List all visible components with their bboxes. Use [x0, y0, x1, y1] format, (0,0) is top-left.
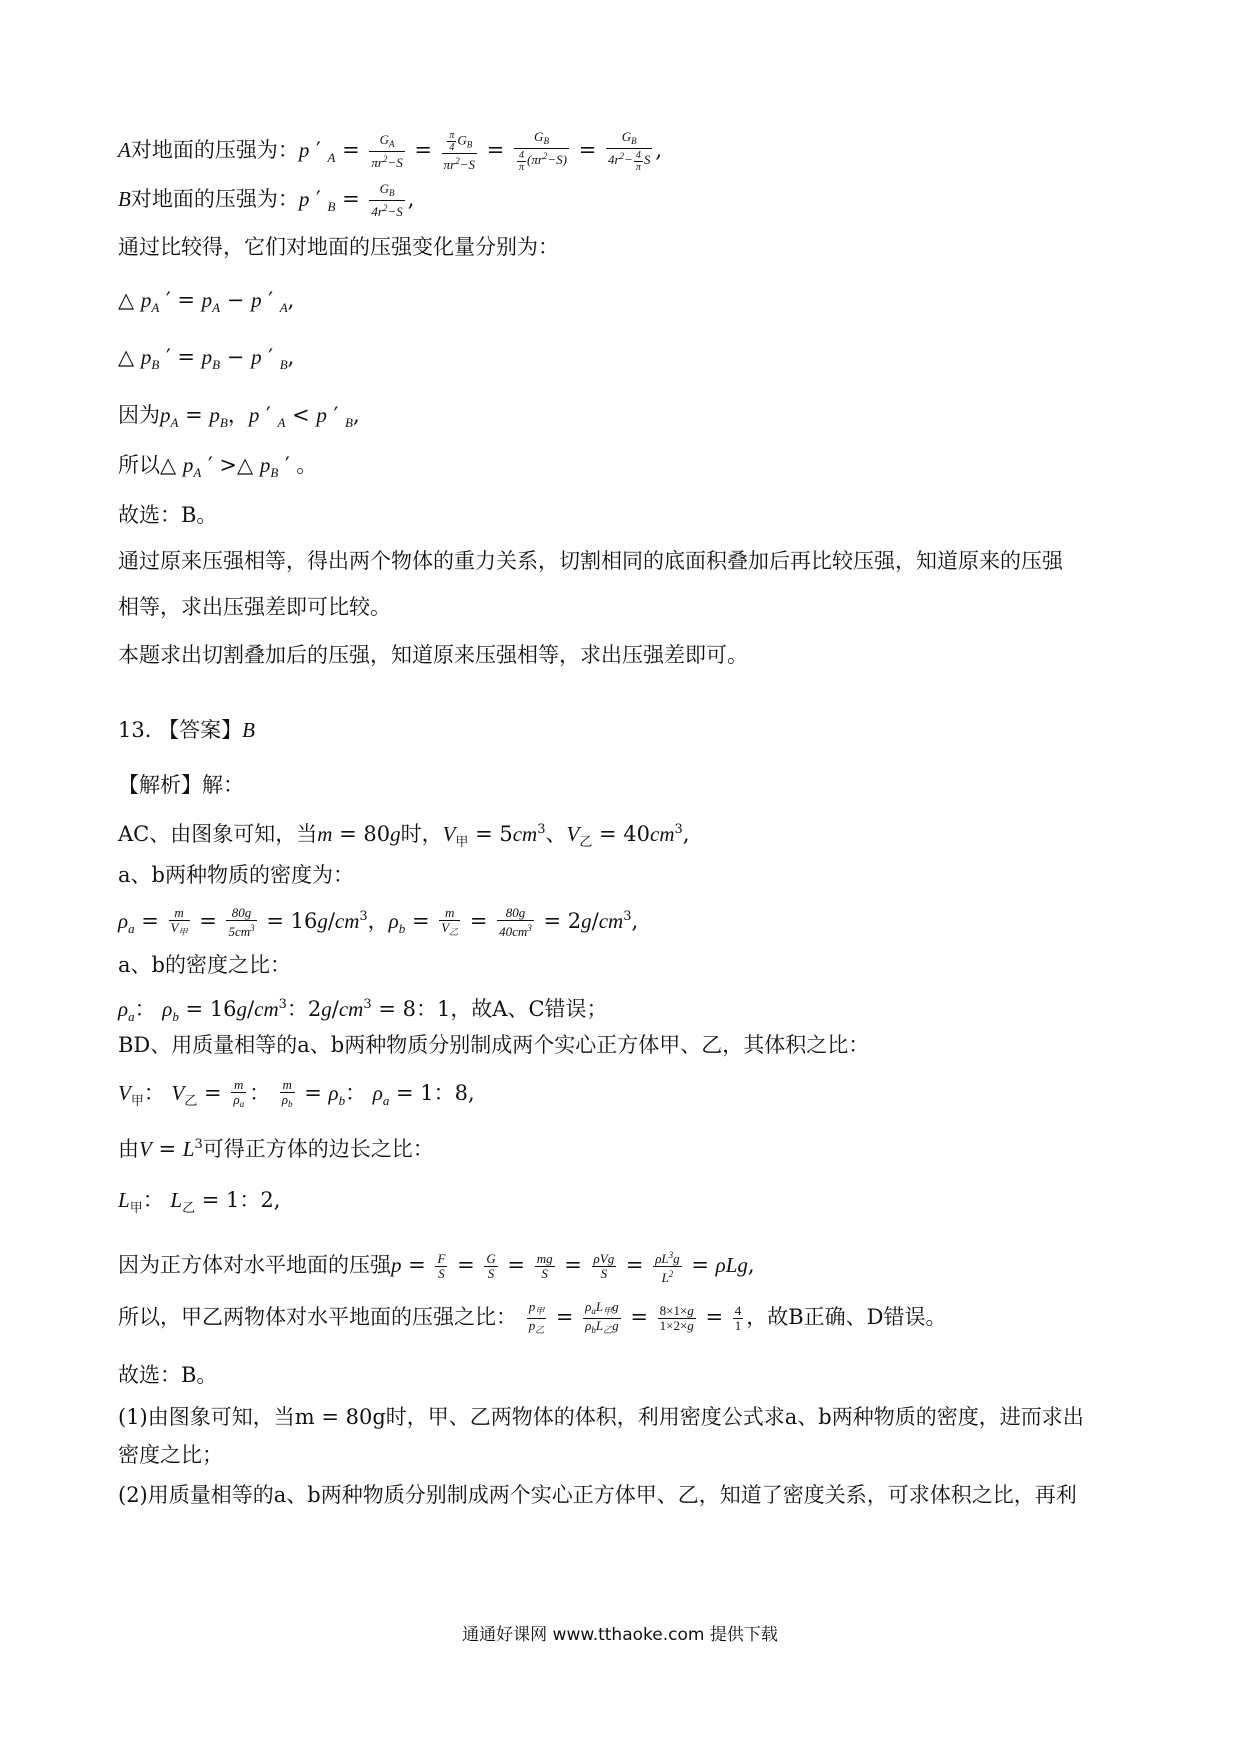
- text-line: AC、由图象可知，当m = 80g时，$V_甲 = 5cm^3$、$V_乙 = 40cm^3$,: [118, 822, 690, 850]
- text-line: a、b的密度之比：: [118, 953, 291, 977]
- answer-line: 故选：B。: [118, 1363, 218, 1387]
- pressure-b-line: B对地面的压强为：p ′ $_B$ = $\frac{G_B}{4r^2-S}$ ,: [118, 181, 415, 219]
- analysis-heading: 【解析】解：: [118, 773, 244, 797]
- text-line: 通过原来压强相等，得出两个物体的重力关系，切割相同的底面积叠加后再比较压强，知道原来的压强: [118, 549, 1063, 573]
- pressure-ratio-line: 所以，甲乙两物体对水平地面的压强之比： $\frac{p_甲}{p_乙}$ = $\frac{\rho_aL_甲g}{\rho_bL_乙g}$ = $\frac{8\times 1\times g}{1\times 2\times g}$ = $\frac{4}{1}$ ，故B正确、D错误。: [118, 1299, 947, 1335]
- compare-line: 因为$p_A = p_B$，p ′ $_A$ < p ′ $_B$,: [118, 403, 360, 430]
- text-line: BD、用质量相等的a、b两种物质分别制成两个实心正方体甲、乙，其体积之比：: [118, 1033, 870, 1057]
- ratio-line: $\rho_a$： $\rho_b = 16g/cm^3$：$2g/cm^3 = 8$：1，故A、C错误；: [118, 997, 608, 1024]
- text-line: (1)由图象可知，当m = 80g时，甲、乙两物体的体积，利用密度公式求a、b两种物质的密度，进而求出: [118, 1405, 1084, 1429]
- pressure-a-line: A对地面的压强为：p ′ $_A$ = $\frac{G_A}{\pi r^2-S}$ = $\frac{\pi}{4}$ $G_B$ $\pi r^2-S$ = $G_B$ $\frac{4}{\pi}$ $(\pi r^2-S)$ = $G_B$ $4r^2-$ $\frac{4}{\pi}$ S ,: [118, 129, 663, 173]
- density-line: $\rho_a$ = $\frac{m}{V_甲}$ = $\frac{80g}{5cm^3}$ = $16g/cm^3$，$\rho_b$ = $\frac{m}{V_乙}$ = $\frac{80g}{40cm^3}$ = $2g/cm^3$,: [118, 905, 639, 939]
- page-footer: 通通好课网 www.tthaoke.com 提供下载: [462, 1625, 778, 1645]
- text-line: 通过比较得，它们对地面的压强变化量分别为：: [118, 235, 559, 259]
- length-ratio-line: $L_甲$： $L_乙 = 1$：2,: [118, 1188, 281, 1216]
- text-line: 密度之比；: [118, 1443, 223, 1467]
- question-13-answer: 13. 【答案】B: [118, 718, 255, 742]
- text-line: 由$V = L^3$可得正方体的边长之比：: [118, 1137, 434, 1161]
- volume-ratio-line: $V_甲$： $V_乙$ = $\frac{m}{\rho_a}$ ： $\frac{m}{\rho_b}$ = $\rho_b$： $\rho_a = 1$：8,: [118, 1077, 475, 1109]
- text-line: a、b两种物质的密度为：: [118, 863, 354, 887]
- delta-pa-line: △ $p_A$ ′ = $p_A - p$ ′ $_A$,: [118, 288, 295, 315]
- text-line: (2)用质量相等的a、b两种物质分别制成两个实心正方体甲、乙，知道了密度关系，可求体积之比，再利: [118, 1483, 1077, 1507]
- text-line: 相等，求出压强差即可比较。: [118, 595, 391, 619]
- delta-pb-line: △ $p_B$ ′ = $p_B - p$ ′ $_B$,: [118, 345, 295, 372]
- pressure-formula-line: 因为正方体对水平地面的压强p = $\frac{F}{S}$ = $\frac{G}{S}$ = $\frac{mg}{S}$ = $\frac{\text{ρVg}}{S}$ = $\frac{\rho L^3g}{L^2}$ = ρLg,: [118, 1250, 755, 1285]
- answer-line: 故选：B。: [118, 503, 218, 527]
- conclusion-line: 所以△ $p_A$ ′ >△ $p_B$ ′ 。: [118, 453, 318, 480]
- text-line: 本题求出切割叠加后的压强，知道原来压强相等，求出压强差即可。: [118, 643, 748, 667]
